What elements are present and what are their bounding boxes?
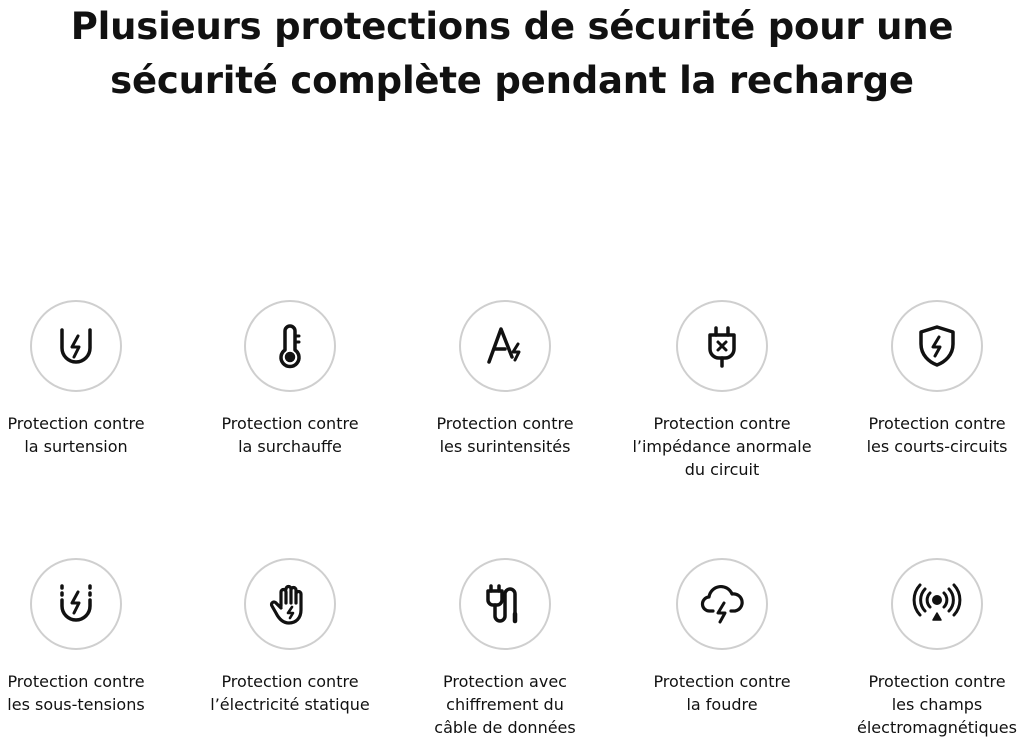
plug-x-icon [696, 320, 748, 372]
icon-circle [244, 558, 336, 650]
feature-label: Protection contre la surtension [7, 414, 145, 456]
feature-label: Protection contre les sous-tensions [7, 672, 145, 714]
feature-label: Protection contre la surchauffe [221, 414, 359, 456]
feature-label: Protection contre les surintensités [436, 414, 574, 456]
icon-circle [459, 558, 551, 650]
cloud-bolt-icon [696, 578, 748, 630]
feature-impedance [622, 300, 822, 481]
feature-surintensites [405, 300, 605, 458]
cable-icon [479, 578, 531, 630]
feature-sous-tensions [0, 558, 176, 716]
icon-circle [891, 300, 983, 392]
feature-label: Protection contre la foudre [653, 672, 791, 714]
title-line-2: sécurité complète pendant la recharge [110, 59, 914, 102]
feature-label: Protection contre les champs électromagnétiques [857, 672, 1017, 737]
feature-foudre [622, 558, 822, 716]
amp-bolt-icon [479, 320, 531, 372]
shield-bolt-icon [911, 320, 963, 372]
magnet-bolt-icon [50, 320, 102, 372]
magnet-dots-bolt-icon [50, 578, 102, 630]
feature-chiffrement-cable [405, 558, 605, 739]
icon-circle [30, 558, 122, 650]
icon-circle [30, 300, 122, 392]
thermometer-icon [264, 320, 316, 372]
feature-label: Protection contre l’électricité statique [210, 672, 370, 714]
icon-circle [459, 300, 551, 392]
feature-champs-electromagnetiques [837, 558, 1024, 739]
signal-icon [911, 578, 963, 630]
feature-label: Protection avec chiffrement du câble de données [434, 672, 576, 737]
icon-circle [244, 300, 336, 392]
feature-electricite-statique [190, 558, 390, 716]
feature-surtension [0, 300, 176, 458]
page-title [0, 0, 1024, 108]
icon-circle [676, 558, 768, 650]
icon-circle [891, 558, 983, 650]
feature-label: Protection contre l’impédance anormale du circuit [632, 414, 812, 479]
feature-courts-circuits [837, 300, 1024, 458]
feature-label: Protection contre les courts-circuits [866, 414, 1008, 456]
hand-bolt-icon [264, 578, 316, 630]
icon-circle [676, 300, 768, 392]
title-line-1: Plusieurs protections de sécurité pour une [70, 5, 954, 48]
feature-surchauffe [190, 300, 390, 458]
